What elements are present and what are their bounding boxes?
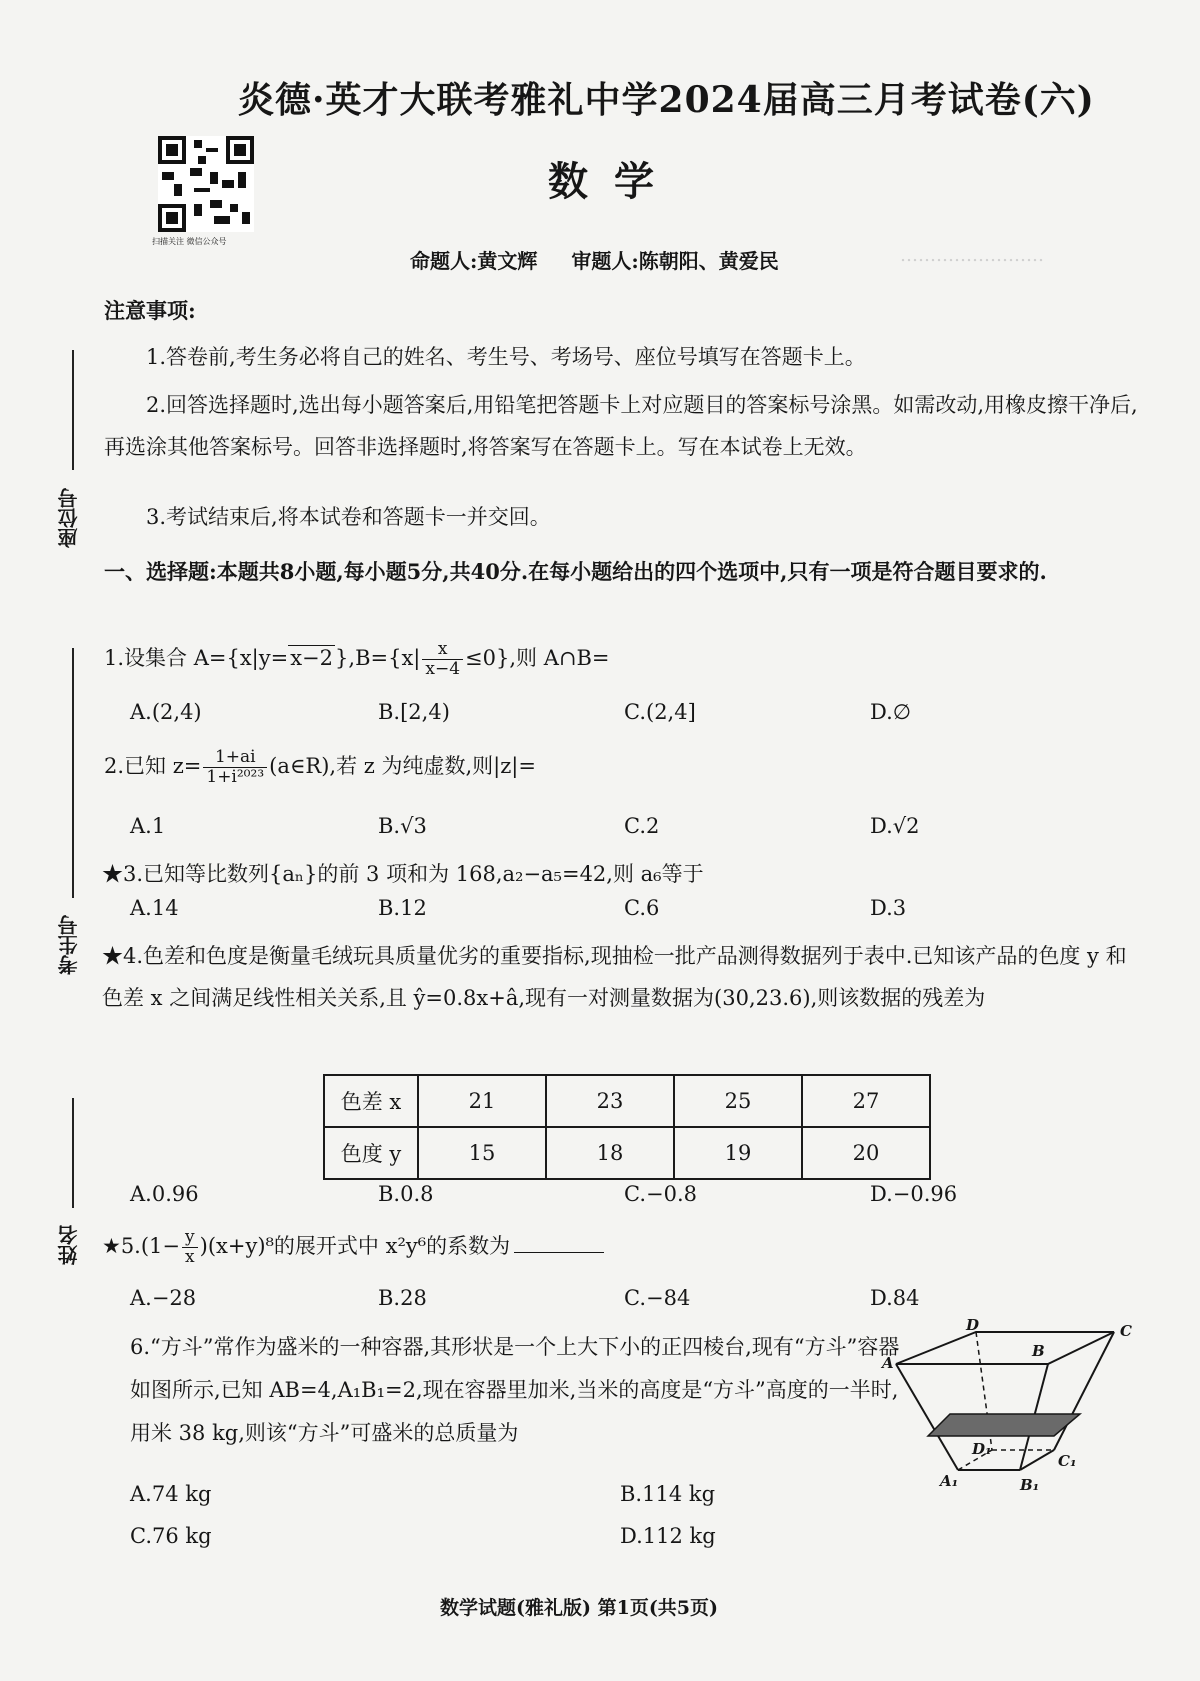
q6-option-a: A.74 kg <box>130 1482 212 1506</box>
q5-suffix: )(x+y)⁸的展开式中 x²y⁶的系数为 <box>199 1234 511 1258</box>
q1-prefix: 1.设集合 A={x|y= <box>104 646 289 670</box>
q1-option-c: C.(2,4] <box>624 700 696 724</box>
q5-prefix: ★5.(1− <box>102 1234 181 1258</box>
q3-option-d: D.3 <box>870 896 907 920</box>
q3-option-a: A.14 <box>130 896 179 920</box>
top-face <box>896 1332 1114 1364</box>
q1-frac-num: x <box>422 640 463 660</box>
q2-option-a: A.1 <box>130 814 166 838</box>
label-a1: A₁ <box>940 1472 959 1490</box>
table-cell: 19 <box>674 1127 802 1179</box>
frustum-figure <box>880 1318 1140 1496</box>
seat-number-line <box>72 350 74 470</box>
answer-blank <box>514 1252 604 1253</box>
table-cell: 15 <box>418 1127 546 1179</box>
q5-option-a: A.−28 <box>130 1286 197 1310</box>
q5-fraction <box>182 1228 198 1267</box>
table-header-x: 色差 x <box>324 1075 418 1127</box>
label-c: C <box>1120 1322 1132 1340</box>
q1-option-d: D.∅ <box>870 700 912 724</box>
section-heading: 一、选择题:本题共8小题,每小题5分,共40分.在每小题给出的四个选项中,只有一项是符合题目要求的. <box>104 559 1047 584</box>
notice-item-3: 3.考试结束后,将本试卷和答题卡一并交回。 <box>146 505 551 529</box>
q5-option-d: D.84 <box>870 1286 920 1310</box>
question-4: ★4.色差和色度是衡量毛绒玩具质量优劣的重要指标,现抽检一批产品测得数据列于表中.已知该产品的色度 y 和色差 x 之间满足线性相关关系,且 ŷ=0.8x+â,现有一对测量数据为(30,23.6),则该数据的残差为 <box>102 944 1127 1010</box>
qr-code <box>158 136 254 232</box>
q1-option-b: B.[2,4) <box>378 700 450 724</box>
q1-suffix: ≤0},则 A∩B= <box>465 646 610 670</box>
label-c1: C₁ <box>1058 1452 1077 1470</box>
q5-option-b: B.28 <box>378 1286 427 1310</box>
question-2 <box>104 748 536 787</box>
question-setter: 命题人:黄文辉 <box>410 249 538 273</box>
q6-option-c: C.76 kg <box>130 1524 212 1548</box>
q2-prefix: 2.已知 z= <box>104 754 202 778</box>
seat-number-label: 座位号 <box>57 488 81 548</box>
q2-option-c: C.2 <box>624 814 660 838</box>
q4-option-d: D.−0.96 <box>870 1182 958 1206</box>
notice-heading: 注意事项: <box>104 298 196 323</box>
subject-title: 数学 <box>548 158 680 205</box>
q5-frac-num: y <box>182 1228 198 1248</box>
qr-code-icon <box>158 136 254 232</box>
rice-level-plane <box>928 1414 1080 1436</box>
question-1 <box>104 640 610 679</box>
bleed-through-text: …………………… <box>900 245 1044 266</box>
table-cell: 18 <box>546 1127 674 1179</box>
table-cell: 23 <box>546 1075 674 1127</box>
name-line <box>72 1098 74 1208</box>
name-label: 姓名 <box>57 1225 81 1265</box>
notice-item-1: 1.答卷前,考生务必将自己的姓名、考生号、考场号、座位号填写在答题卡上。 <box>146 345 866 369</box>
exam-title: 炎德·英才大联考雅礼中学2024届高三月考试卷(六) <box>238 79 1095 121</box>
label-d: D <box>966 1318 980 1334</box>
table-header-y: 色度 y <box>324 1127 418 1179</box>
edge-cc1 <box>1054 1332 1114 1450</box>
q4-option-b: B.0.8 <box>378 1182 434 1206</box>
notice-item-2: 2.回答选择题时,选出每小题答案后,用铅笔把答题卡上对应题目的答案标号涂黑。如需改动,用橡皮擦干净后,再选涂其他答案标号。回答非选择题时,将答案写在答题卡上。写在本试卷上无效。 <box>104 393 1138 459</box>
q2-option-d: D.√2 <box>870 814 920 838</box>
qr-caption: 扫描关注 微信公众号 <box>152 237 227 246</box>
label-b: B <box>1032 1342 1045 1360</box>
q1-frac-den: x−4 <box>425 659 461 679</box>
q2-frac-num: 1+ai <box>203 748 267 768</box>
q3-option-c: C.6 <box>624 896 660 920</box>
authors-line <box>410 245 779 274</box>
question-3: ★3.已知等比数列{aₙ}的前 3 项和为 168,a₂−a₅=42,则 a₆等于 <box>102 862 704 886</box>
table-cell: 20 <box>802 1127 930 1179</box>
q4-data-table <box>323 1074 931 1180</box>
q2-fraction <box>203 748 267 787</box>
q2-option-b: B.√3 <box>378 814 427 838</box>
table-cell: 25 <box>674 1075 802 1127</box>
question-5 <box>102 1228 604 1267</box>
table-cell: 27 <box>802 1075 930 1127</box>
table-cell: 21 <box>418 1075 546 1127</box>
reviewer: 审题人:陈朝阳、黄爱民 <box>571 249 779 273</box>
q1-fraction <box>422 640 463 679</box>
q4-option-a: A.0.96 <box>130 1182 199 1206</box>
label-b1: B₁ <box>1020 1476 1040 1494</box>
table-row <box>324 1127 930 1179</box>
q5-option-c: C.−84 <box>624 1286 691 1310</box>
page-footer: 数学试题(雅礼版) 第1页(共5页) <box>440 1597 719 1619</box>
q2-suffix: (a∈R),若 z 为纯虚数,则|z|= <box>269 754 536 778</box>
q2-frac-den: 1+i²⁰²³ <box>206 767 265 787</box>
label-d1: D₁ <box>972 1440 992 1458</box>
question-6: 6.“方斗”常作为盛米的一种容器,其形状是一个上大下小的正四棱台,现有“方斗”容器如图所示,已知 AB=4,A₁B₁=2,现在容器里加米,当米的高度是“方斗”高度的一半时,用米 38 kg,则该“方斗”可盛米的总质量为 <box>130 1335 900 1445</box>
q3-option-b: B.12 <box>378 896 427 920</box>
q1-option-a: A.(2,4) <box>130 700 202 724</box>
q5-frac-den: x <box>185 1247 195 1267</box>
q1-mid: },B={x| <box>335 646 421 670</box>
q4-option-c: C.−0.8 <box>624 1182 697 1206</box>
exam-number-line <box>72 648 74 898</box>
q1-sqrt: x−2 <box>290 646 334 670</box>
q6-option-d: D.112 kg <box>620 1524 716 1548</box>
exam-number-label: 考生号 <box>57 915 81 975</box>
label-a: A <box>882 1354 894 1372</box>
q6-option-b: B.114 kg <box>620 1482 716 1506</box>
table-row <box>324 1075 930 1127</box>
